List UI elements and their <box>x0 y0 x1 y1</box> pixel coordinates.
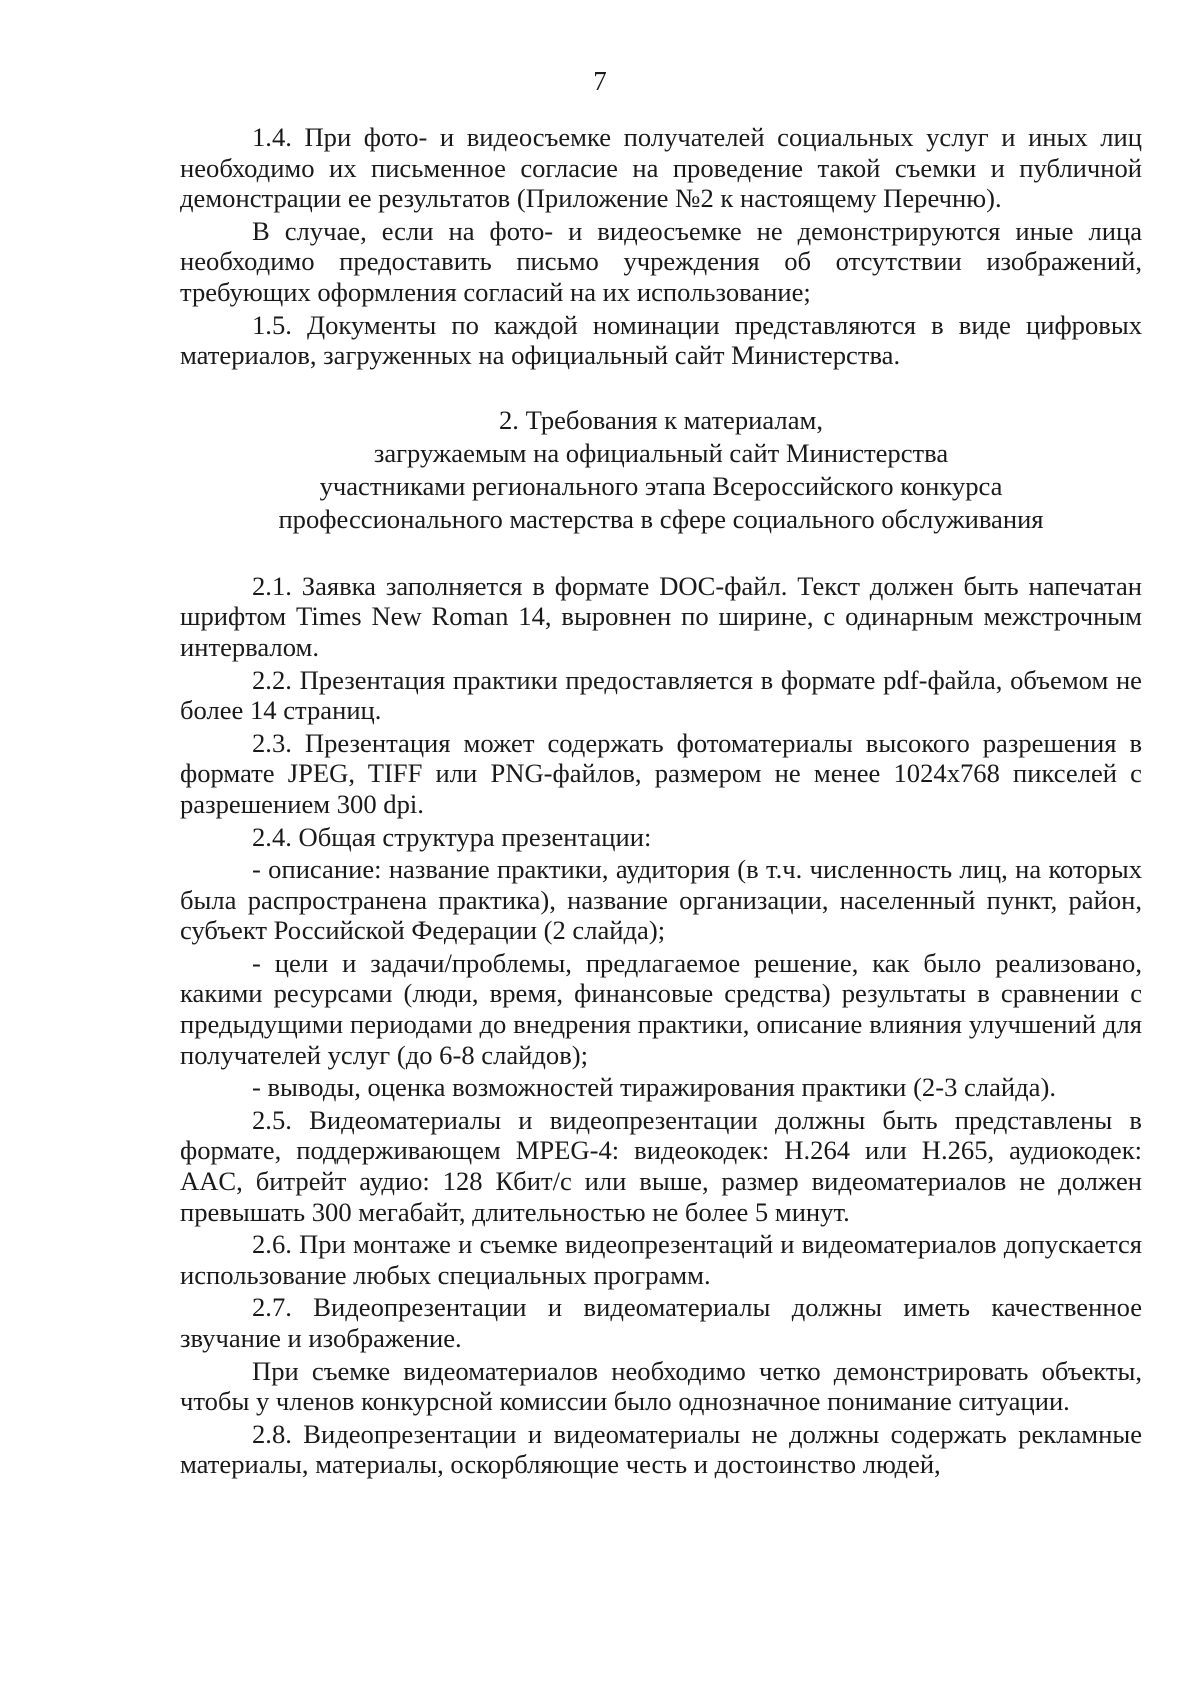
paragraph-2-8: 2.8. Видеопрезентации и видеоматериалы не должны содержать рекламные материалы, материалы, оскорбляющие честь и достоинство людей, <box>180 1418 1142 1480</box>
paragraph-1-4-note: В случае, если на фото- и видеосъемке не демонстрируются иные лица необходимо предоставить письмо учреждения об отсутствии изображений, требующих оформления согласий на их использование; <box>180 215 1142 307</box>
paragraph-2-1: 2.1. Заявка заполняется в формате DOC-файл. Текст должен быть напечатан шрифтом Times New Roman 14, выровнен по ширине, с одинарным межстрочным интервалом. <box>180 570 1142 662</box>
page-number: 7 <box>593 66 607 96</box>
paragraph-2-7-note: При съемке видеоматериалов необходимо четко демонстрировать объекты, чтобы у членов конкурсной комиссии было однозначное понимание ситуации. <box>180 1355 1142 1417</box>
heading-line-1: 2. Требования к материалам, <box>499 404 823 435</box>
paragraph-2-4: 2.4. Общая структура презентации: <box>252 821 652 852</box>
list-item-conclusions: - выводы, оценка возможностей тиражирования практики (2-3 слайда). <box>252 1072 1056 1103</box>
paragraph-2-3: 2.3. Презентация может содержать фотоматериалы высокого разрешения в формате JPEG, TIFF или PNG-файлов, размером не менее 1024x768 пикселей с разрешением 300 dpi. <box>180 727 1142 819</box>
paragraph-2-6: 2.6. При монтаже и съемке видеопрезентаций и видеоматериалов допускается использование любых специальных программ. <box>180 1229 1142 1290</box>
paragraph-2-7: 2.7. Видеопрезентации и видеоматериалы должны иметь качественное звучание и изображение. <box>180 1292 1142 1353</box>
paragraph-1-4: 1.4. При фото- и видеосъемке получателей социальных услуг и иных лиц необходимо их письменное согласие на проведение такой съемки и публичной демонстрации ее результатов (Приложение №2 к настоящему Перечню). <box>180 122 1142 214</box>
list-item-description: - описание: название практики, аудитория (в т.ч. численность лиц, на которых была распространена практика), название организации, населенный пункт, район, субъект Российской Федерации (2 слайда); <box>180 854 1142 946</box>
paragraph-2-2: 2.2. Презентация практики предоставляется в формате pdf-файла, объемом не более 14 страниц. <box>180 664 1142 726</box>
heading-line-3: участниками регионального этапа Всероссийского конкурса <box>319 470 1003 501</box>
heading-line-4: профессионального мастерства в сфере социального обслуживания <box>278 503 1044 534</box>
section-2-heading <box>180 404 1142 536</box>
document-body <box>180 122 1142 1480</box>
heading-line-2: загружаемым на официальный сайт Министерства <box>373 437 949 468</box>
paragraph-2-5: 2.5. Видеоматериалы и видеопрезентации должны быть представлены в формате, поддерживающем MPEG-4: видеокодек: H.264 или H.265, аудиокодек: AAC, битрейт аудио: 128 Кбит/с или выше, размер видеоматериалов не должен превышать 300 мегабайт, длительностью не более 5 минут. <box>180 1104 1142 1227</box>
paragraph-1-5: 1.5. Документы по каждой номинации представляются в виде цифровых материалов, загруженных на официальный сайт Министерства. <box>180 309 1142 371</box>
list-item-goals: - цели и задачи/проблемы, предлагаемое решение, как было реализовано, какими ресурсами (люди, время, финансовые средства) результаты в сравнении с предыдущими периодами до внедрения практики, описание влияния улучшений для получателей услуг (до 6-8 слайдов); <box>180 947 1142 1070</box>
